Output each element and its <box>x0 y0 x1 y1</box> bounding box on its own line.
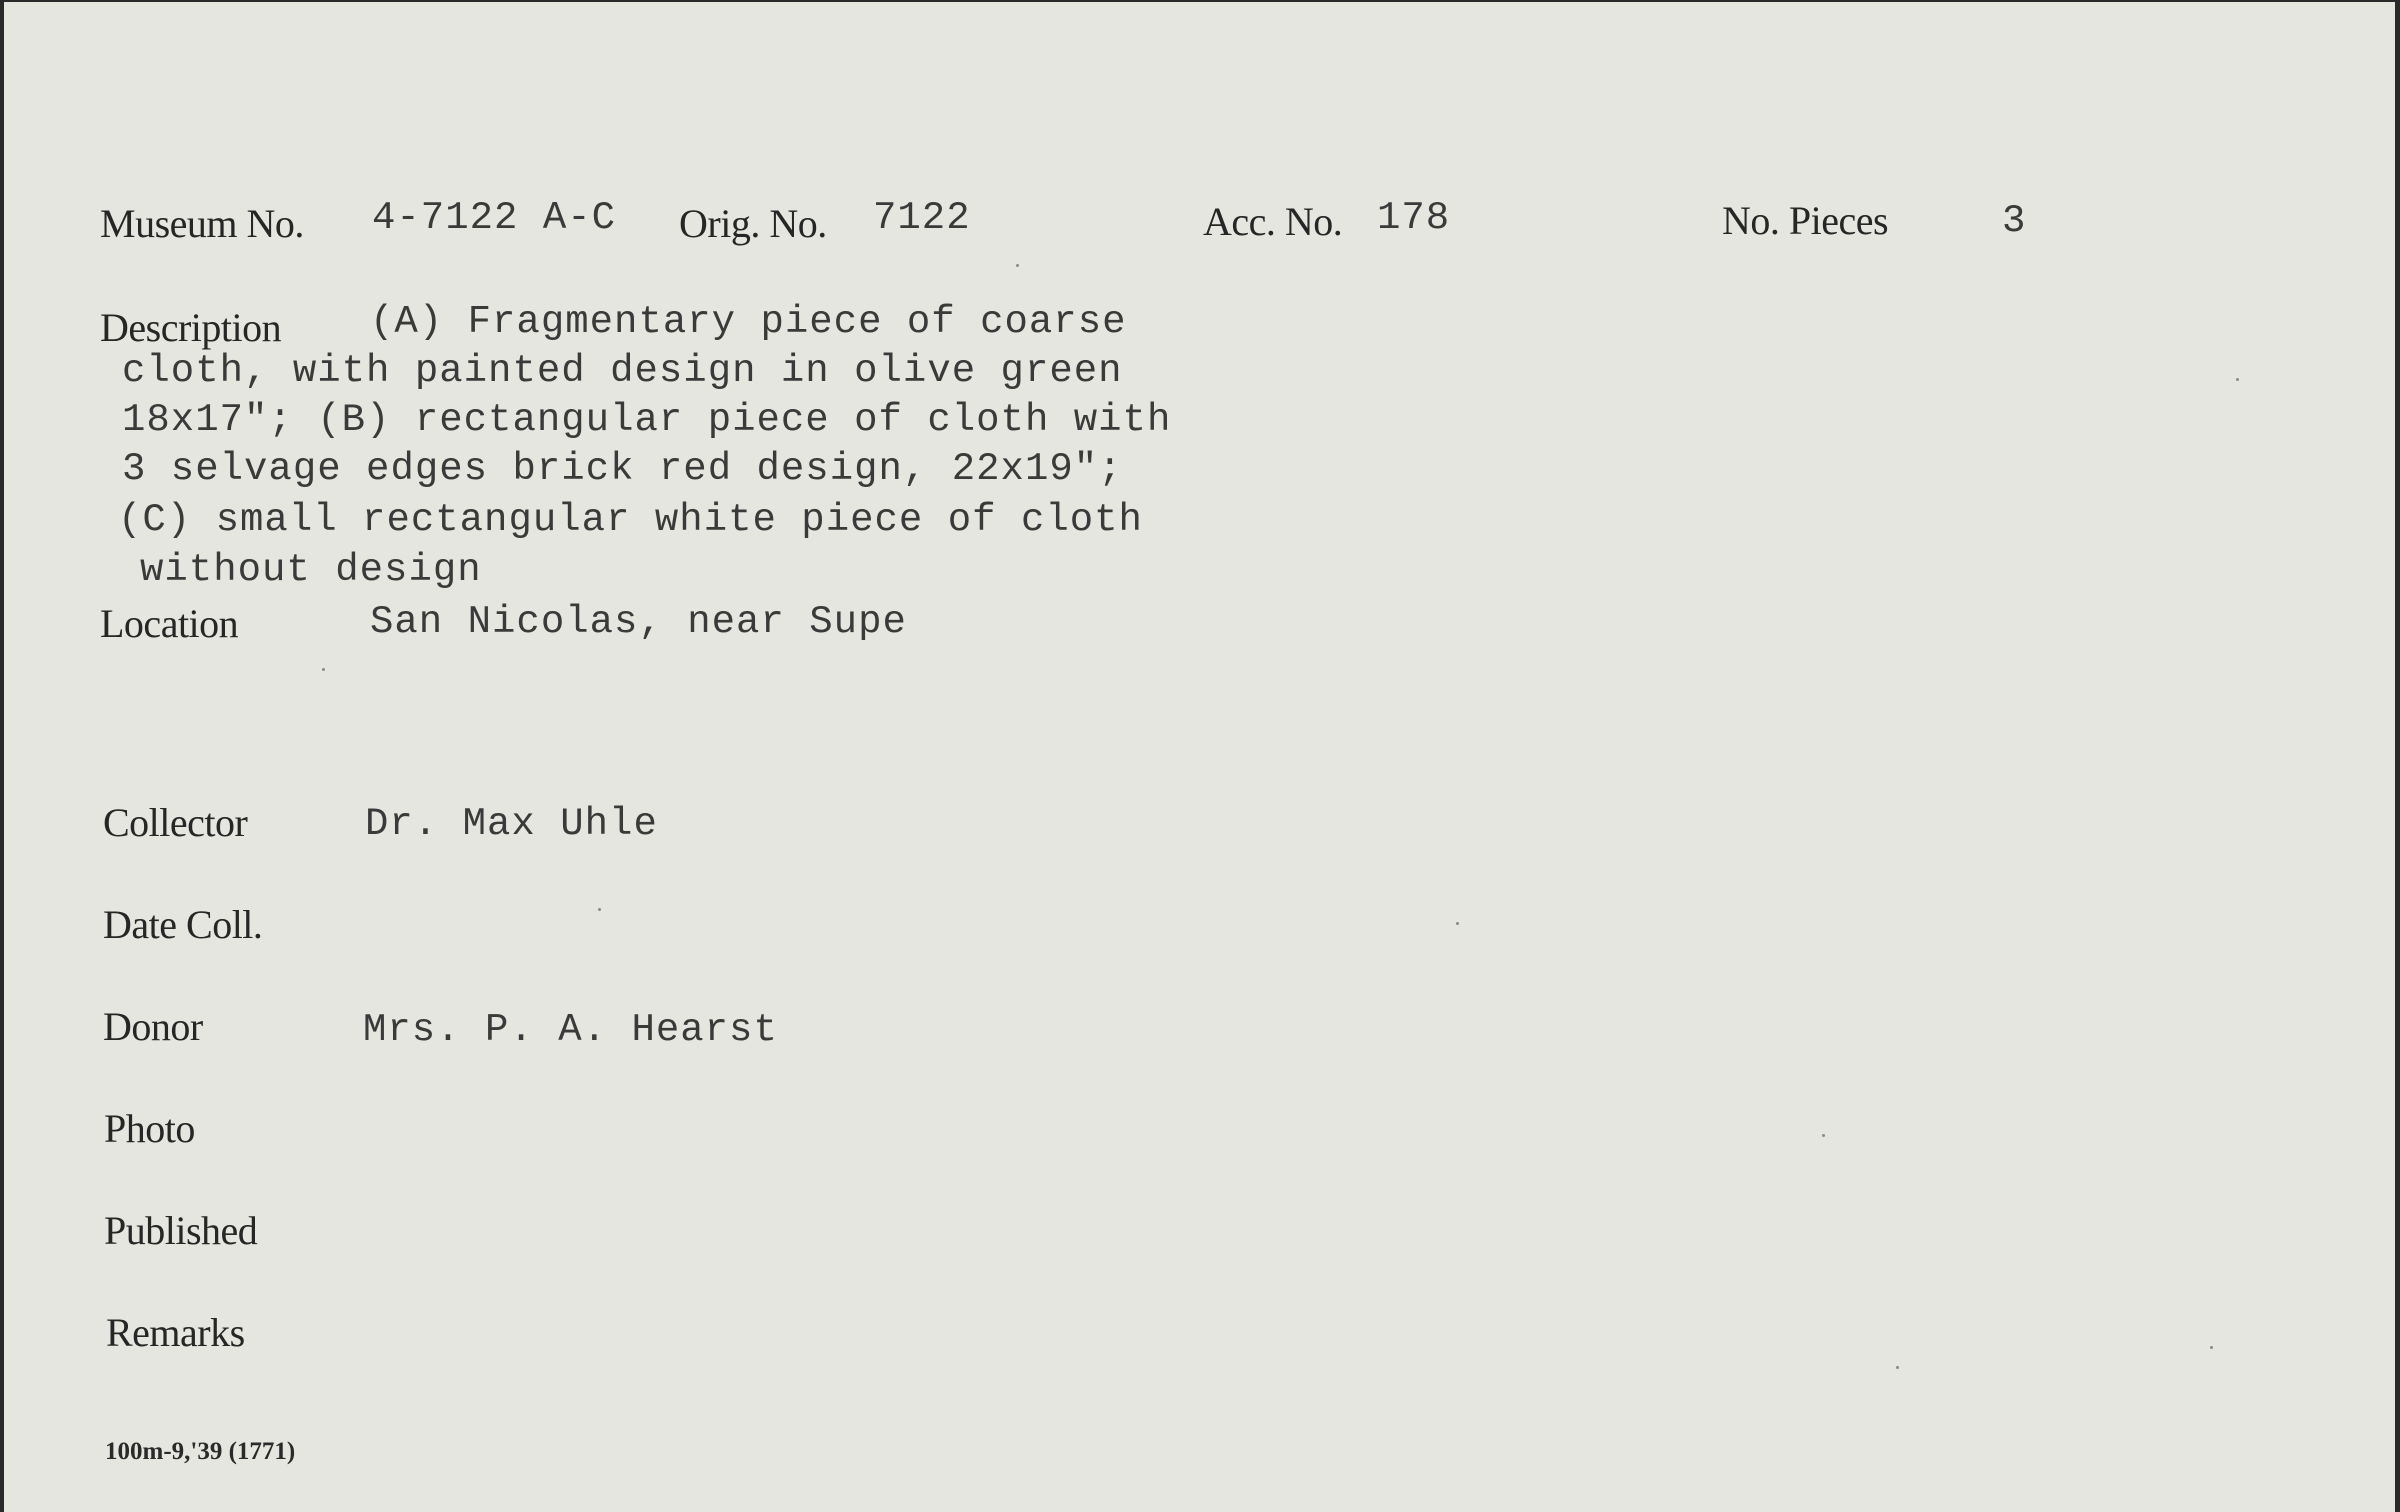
paper-speck <box>1456 922 1459 925</box>
acc-no-value: 178 <box>1377 196 1451 240</box>
location-value: San Nicolas, near Supe <box>370 600 907 644</box>
donor-value: Mrs. P. A. Hearst <box>363 1008 778 1052</box>
no-pieces-value: 3 <box>2002 199 2027 243</box>
donor-label: Donor <box>103 1004 203 1049</box>
acc-no-label: Acc. No. <box>1203 199 1343 244</box>
museum-no-label: Museum No. <box>100 201 304 246</box>
location-label: Location <box>100 601 239 646</box>
collector-label: Collector <box>103 800 248 845</box>
paper-speck <box>2210 1346 2213 1349</box>
published-label: Published <box>104 1208 258 1253</box>
description-line: without design <box>140 548 482 592</box>
paper-speck <box>1822 1134 1825 1137</box>
paper-speck <box>322 668 325 671</box>
description-line: 3 selvage edges brick red design, 22x19"; <box>122 447 1123 491</box>
collector-value: Dr. Max Uhle <box>365 802 658 846</box>
form-print-code: 100m-9,'39 (1771) <box>105 1438 296 1465</box>
description-label: Description <box>100 305 282 350</box>
orig-no-value: 7122 <box>873 196 971 240</box>
remarks-label: Remarks <box>106 1310 245 1355</box>
photo-label: Photo <box>104 1106 195 1151</box>
description-line: (A) Fragmentary piece of coarse <box>370 300 1127 344</box>
paper-speck <box>2236 378 2239 381</box>
paper-speck <box>1896 1366 1899 1369</box>
no-pieces-label: No. Pieces <box>1722 198 1889 243</box>
description-line: (C) small rectangular white piece of cloth <box>118 498 1143 542</box>
museum-no-value: 4-7122 A-C <box>372 196 617 240</box>
date-coll-label: Date Coll. <box>103 902 263 947</box>
description-line: 18x17"; (B) rectangular piece of cloth with <box>122 398 1172 442</box>
orig-no-label: Orig. No. <box>679 201 827 246</box>
paper-speck <box>598 908 601 911</box>
paper-speck <box>1016 264 1019 267</box>
description-line: cloth, with painted design in olive green <box>122 349 1123 393</box>
